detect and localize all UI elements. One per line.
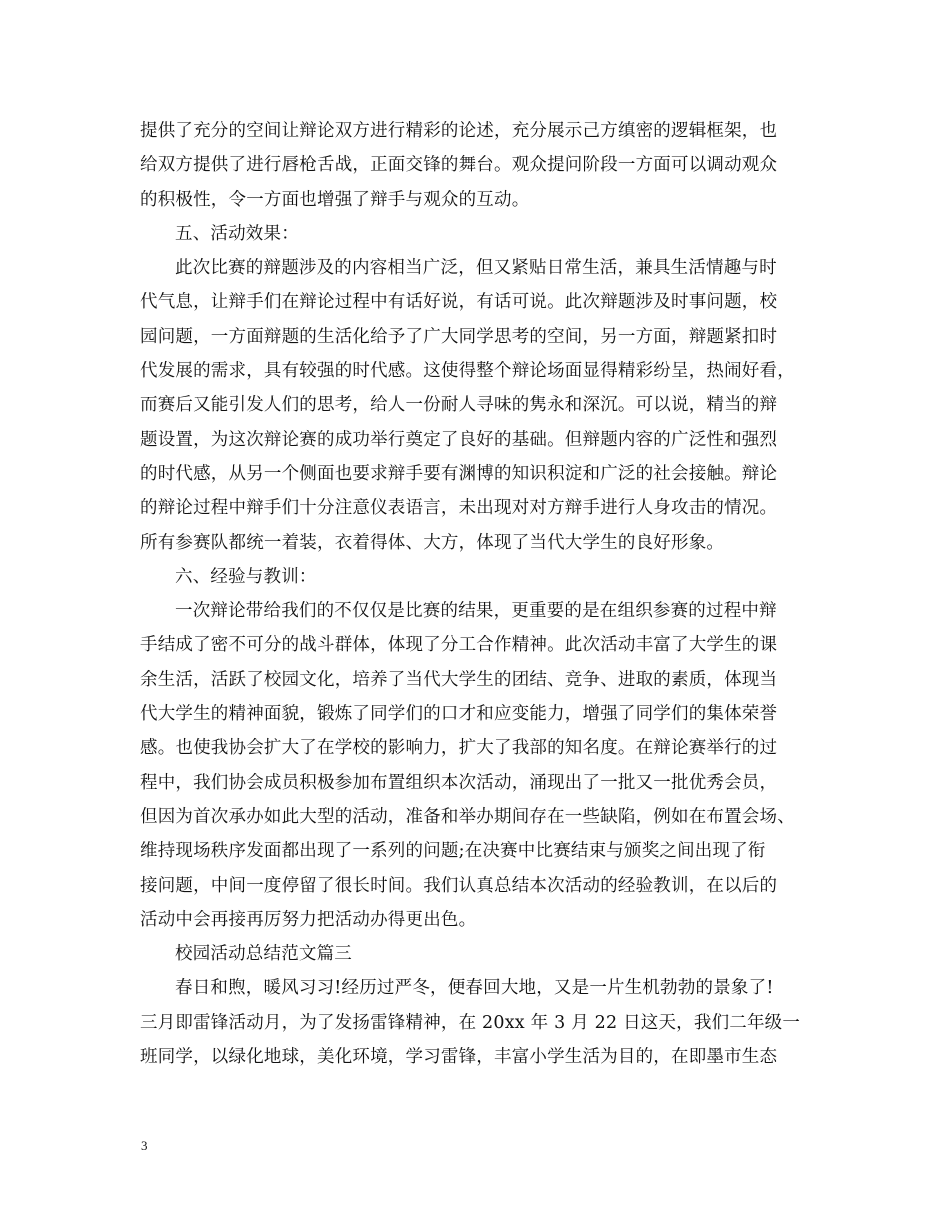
text-line: 六、经验与教训： [175, 566, 317, 587]
text-line: 余生活，活跃了校园文化，培养了当代大学生的团结、竞争、进取的素质，体现当 [140, 669, 778, 690]
text-line: 校园活动总结范文篇三 [175, 944, 352, 965]
document-body [140, 114, 830, 1074]
text-line: 接问题，中间一度停留了很长时间。我们认真总结本次活动的经验教训，在以后的 [140, 875, 778, 896]
text-line: 活动中会再接再厉努力把活动办得更出色。 [140, 909, 477, 930]
text-line: 代气息，让辩手们在辩论过程中有话好说，有话可说。此次辩题涉及时事问题，校 [140, 292, 778, 313]
text-line: 的辩论过程中辩手们十分注意仪表语言，未出现对对方辩手进行人身攻击的情况。 [140, 498, 778, 519]
text-line: 题设置，为这次辩论赛的成功举行奠定了良好的基础。但辩题内容的广泛性和强烈 [140, 429, 778, 450]
text-line: 代发展的需求，具有较强的时代感。这使得整个辩论场面显得精彩纷呈，热闹好看， [140, 361, 795, 382]
text-line: 代大学生的精神面貌，锻炼了同学们的口才和应变能力，增强了同学们的集体荣誉 [140, 704, 778, 725]
text-line: 五、活动效果： [175, 223, 299, 244]
text-line: 此次比赛的辩题涉及的内容相当广泛，但又紧贴日常生活，兼具生活情趣与时 [175, 258, 777, 279]
text-line: 班同学，以绿化地球，美化环境，学习雷锋，丰富小学生活为目的，在即墨市生态 [140, 1047, 778, 1068]
text-line: 春日和煦，暖风习习!经历过严冬，便春回大地，又是一片生机勃勃的景象了! [175, 978, 774, 999]
text-line: 的积极性，令一方面也增强了辩手与观众的互动。 [140, 189, 530, 210]
text-line: 给双方提供了进行唇枪舌战，正面交锋的舞台。观众提问阶段一方面可以调动观众 [140, 155, 778, 176]
text-line: 手结成了密不可分的战斗群体，体现了分工合作精神。此次活动丰富了大学生的课 [140, 635, 778, 656]
text-line: 所有参赛队都统一着装，衣着得体、大方，体现了当代大学生的良好形象。 [140, 532, 725, 553]
text-line: 园问题，一方面辩题的生活化给予了广大同学思考的空间，另一方面，辩题紧扣时 [140, 326, 778, 347]
text-line: 提供了充分的空间让辩论双方进行精彩的论述，充分展示己方缜密的逻辑框架，也 [140, 121, 778, 141]
text-line: 三月即雷锋活动月，为了发扬雷锋精神，在 20xx 年 3 月 22 日这天，我们二年级一 [140, 1012, 801, 1033]
text-line: 但因为首次承办如此大型的活动，准备和举办期间存在一些缺陷，例如在布置会场、 [140, 806, 795, 827]
text-line: 感。也使我协会扩大了在学校的影响力，扩大了我部的知名度。在辩论赛举行的过 [140, 738, 778, 759]
text-line: 程中，我们协会成员积极参加布置组织本次活动，涌现出了一批又一批优秀会员， [140, 772, 778, 793]
text-line: 的时代感，从另一个侧面也要求辩手要有渊博的知识积淀和广泛的社会接触。辩论 [140, 463, 778, 484]
text-line: 维持现场秩序发面都出现了一系列的问题;在决赛中比赛结束与颁奖之间出现了衔 [140, 841, 766, 862]
text-line: 一次辩论带给我们的不仅仅是比赛的结果，更重要的是在组织参赛的过程中辩 [175, 601, 777, 622]
text-line: 而赛后又能引发人们的思考，给人一份耐人寻味的隽永和深沉。可以说，精当的辩 [140, 395, 778, 416]
page-number: 3 [141, 1138, 148, 1153]
